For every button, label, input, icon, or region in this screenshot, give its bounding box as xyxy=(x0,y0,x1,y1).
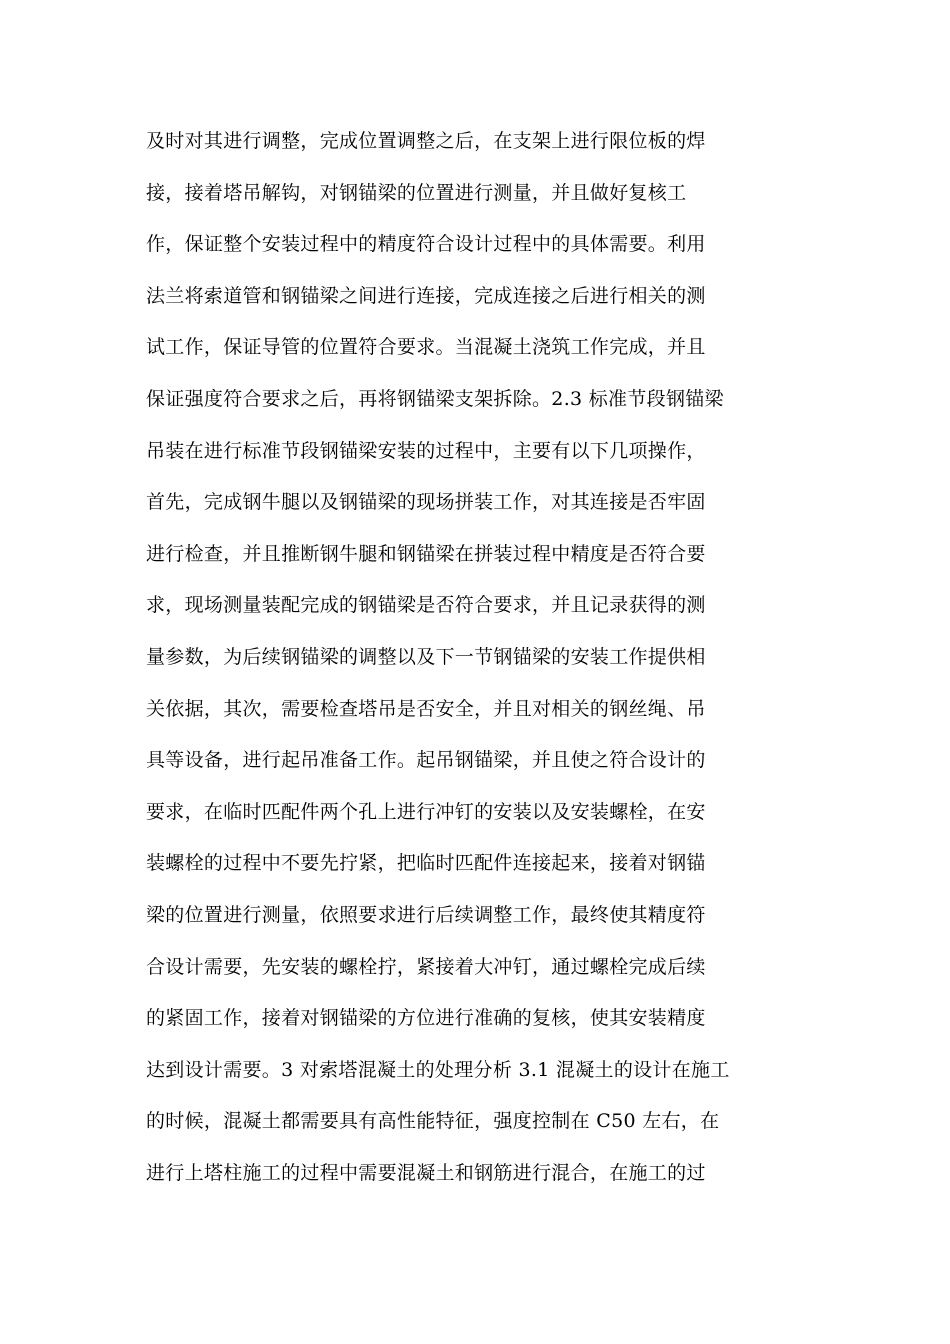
text-line: 接，接着塔吊解钩，对钢锚梁的位置进行测量，并且做好复核工 xyxy=(146,181,687,204)
text-line: 作，保证整个安装过程中的精度符合设计过程中的具体需要。利用 xyxy=(146,233,706,256)
text-line: 首先，完成钢牛腿以及钢锚梁的现场拼装工作，对其连接是否牢固 xyxy=(146,491,706,514)
text-line: 的紧固工作，接着对钢锚梁的方位进行准确的复核，使其安装精度 xyxy=(146,1007,706,1030)
text-line: 要求，在临时匹配件两个孔上进行冲钉的安装以及安装螺栓，在安 xyxy=(146,800,706,823)
text-line: 关依据，其次，需要检查塔吊是否安全，并且对相关的钢丝绳、吊 xyxy=(146,697,706,720)
text-line: 试工作，保证导管的位置符合要求。当混凝土浇筑工作完成，并且 xyxy=(146,336,706,359)
text-line: 合设计需要，先安装的螺栓拧，紧接着大冲钉，通过螺栓完成后续 xyxy=(146,955,706,978)
text-line: 装螺栓的过程中不要先拧紧，把临时匹配件连接起来，接着对钢锚 xyxy=(146,852,706,875)
text-line: 保证强度符合要求之后，再将钢锚梁支架拆除。2.3 标准节段钢锚梁 xyxy=(146,387,724,410)
text-line: 进行上塔柱施工的过程中需要混凝土和钢筋进行混合，在施工的过 xyxy=(146,1161,706,1184)
text-line: 法兰将索道管和钢锚梁之间进行连接，完成连接之后进行相关的测 xyxy=(146,284,706,307)
text-line: 达到设计需要。3 对索塔混凝土的处理分析 3.1 混凝土的设计在施工 xyxy=(146,1058,730,1081)
text-line: 进行检查，并且推断钢牛腿和钢锚梁在拼装过程中精度是否符合要 xyxy=(146,542,706,565)
text-line: 梁的位置进行测量，依照要求进行后续调整工作，最终使其精度符 xyxy=(146,903,706,926)
text-line: 量参数，为后续钢锚梁的调整以及下一节钢锚梁的安装工作提供相 xyxy=(146,645,706,668)
text-line: 及时对其进行调整，完成位置调整之后，在支架上进行限位板的焊 xyxy=(146,130,706,152)
text-line: 具等设备，进行起吊准备工作。起吊钢锚梁，并且使之符合设计的 xyxy=(146,749,706,772)
text-line: 的时候，混凝土都需要具有高性能特征，强度控制在 C50 左右，在 xyxy=(146,1110,720,1133)
text-line: 吊装在进行标准节段钢锚梁安装的过程中，主要有以下几项操作， xyxy=(146,439,706,462)
text-line: 求，现场测量装配完成的钢锚梁是否符合要求，并且记录获得的测 xyxy=(146,594,706,617)
body-paragraph xyxy=(146,116,806,1199)
